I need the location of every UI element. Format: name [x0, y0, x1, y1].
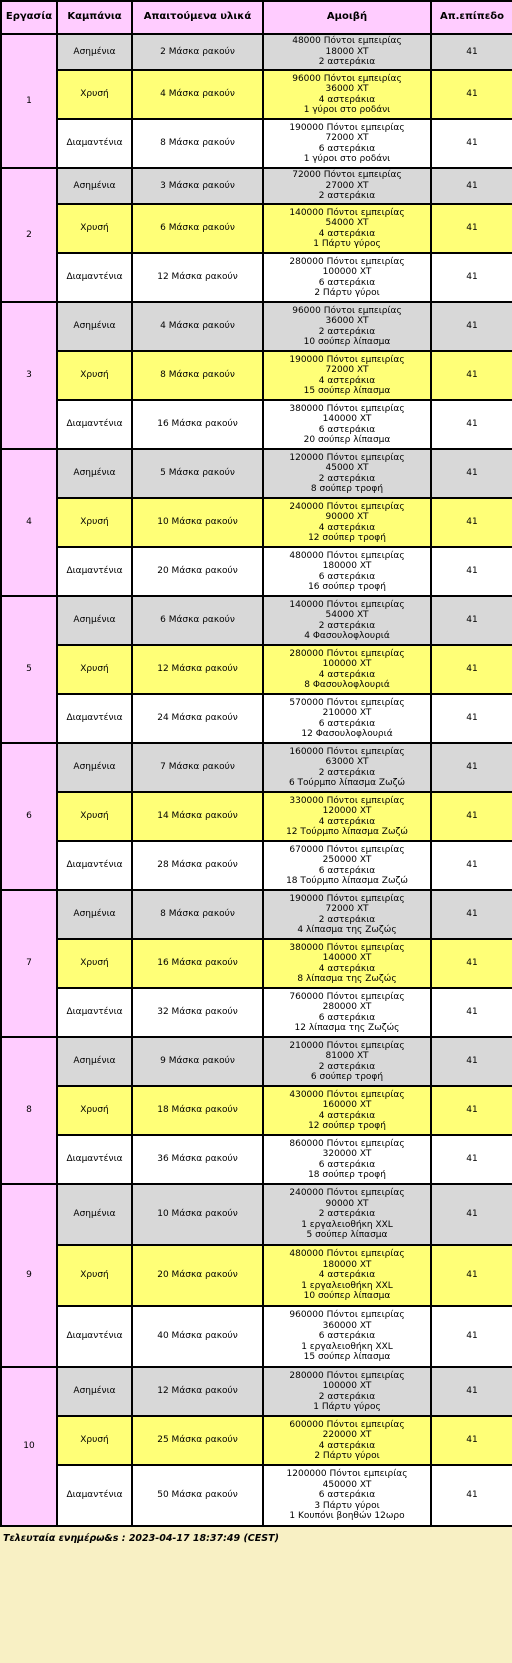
reward-line: 180000 XT [322, 561, 372, 571]
campaign-cell: Χρυσή [57, 204, 132, 253]
level-cell: 41 [431, 1416, 512, 1465]
table-row [1, 1416, 512, 1465]
table-row [1, 351, 512, 400]
campaign-cell: Ασημένια [57, 34, 132, 70]
campaign-cell: Χρυσή [57, 792, 132, 841]
campaign-cell: Ασημένια [57, 596, 132, 645]
reward-line: 4 λίπασμα της Ζωζώς [297, 925, 397, 935]
reward-line: 27000 XT [325, 180, 369, 191]
reward-line: 15 σούπερ λίπασμα [303, 1352, 391, 1363]
reward-line: 2 αστεράκια [318, 620, 376, 631]
reward-cell [263, 939, 431, 988]
materials-cell: 6 Μάσκα ρακούν [132, 596, 263, 645]
campaign-cell: Χρυσή [57, 1245, 132, 1306]
task-number: 8 [1, 1037, 57, 1184]
level-cell: 41 [431, 743, 512, 792]
reward-line: 72000 Πόντοι εμπειρίας [292, 170, 402, 181]
table-row [1, 1086, 512, 1135]
table-row [1, 1037, 512, 1086]
campaign-cell: Χρυσή [57, 939, 132, 988]
reward-line: 120000 Πόντοι εμπειρίας [289, 452, 405, 463]
reward-line: 2 αστεράκια [318, 914, 376, 925]
reward-line: 4 αστεράκια [318, 228, 376, 239]
table-row [1, 1367, 512, 1416]
reward-line: 8 σούπερ τροφή [310, 484, 384, 494]
table-row [1, 547, 512, 596]
materials-cell: 3 Μάσκα ρακούν [132, 168, 263, 204]
reward-line: 2 Πάρτυ γύροι [314, 288, 380, 298]
reward-line: 120000 XT [322, 806, 372, 816]
campaign-cell: Ασημένια [57, 168, 132, 204]
materials-cell: 20 Μάσκα ρακούν [132, 547, 263, 596]
level-cell: 41 [431, 1465, 512, 1526]
reward-line: 12 σούπερ τροφή [308, 1121, 386, 1131]
table-row [1, 253, 512, 302]
level-cell: 41 [431, 449, 512, 498]
reward-line: 90000 XT [325, 1198, 369, 1209]
reward-line: 2 αστεράκια [318, 767, 376, 778]
level-cell: 41 [431, 351, 512, 400]
reward-line: 72000 XT [325, 904, 369, 914]
reward-line: 6 αστεράκια [318, 1012, 376, 1023]
materials-cell: 10 Μάσκα ρακούν [132, 498, 263, 547]
reward-line: 570000 Πόντοι εμπειρίας [289, 697, 405, 708]
reward-cell [263, 841, 431, 890]
reward-line: 2 αστεράκια [318, 57, 376, 68]
reward-line: 4 αστεράκια [318, 816, 376, 827]
reward-cell [263, 351, 431, 400]
table-row [1, 498, 512, 547]
reward-cell [263, 890, 431, 939]
materials-cell: 25 Μάσκα ρακούν [132, 1416, 263, 1465]
reward-line: 6 σούπερ τροφή [310, 1072, 384, 1082]
reward-line: 12 Τούρμπο λίπασμα Ζωζώ [286, 827, 408, 837]
reward-line: 16 σούπερ τροφή [308, 582, 386, 592]
reward-line: 4 αστεράκια [318, 94, 376, 105]
materials-cell: 32 Μάσκα ρακούν [132, 988, 263, 1037]
table-row [1, 34, 512, 70]
reward-line: 1 εργαλειοθήκη XXL [301, 1219, 393, 1230]
reward-cell [263, 119, 431, 168]
level-cell: 41 [431, 168, 512, 204]
reward-line: 1 Πάρτυ γύρος [313, 1402, 381, 1412]
reward-line: 1 Κουπόνι βοηθών 12ωρο [289, 1511, 405, 1522]
campaign-cell: Διαμαντένια [57, 400, 132, 449]
task-number: 3 [1, 302, 57, 449]
reward-line: 15 σούπερ λίπασμα [303, 386, 391, 396]
level-cell: 41 [431, 1245, 512, 1306]
task-number: 6 [1, 743, 57, 890]
reward-line: 81000 XT [325, 1051, 369, 1061]
reward-cell [263, 1037, 431, 1086]
level-cell: 41 [431, 204, 512, 253]
level-cell: 41 [431, 939, 512, 988]
reward-line: 2 αστεράκια [318, 473, 376, 484]
level-cell: 41 [431, 400, 512, 449]
table-row [1, 792, 512, 841]
level-cell: 41 [431, 1037, 512, 1086]
reward-cell [263, 449, 431, 498]
table-row [1, 119, 512, 168]
table-row [1, 1306, 512, 1367]
reward-line: 4 Φασουλοφλουριά [304, 631, 390, 641]
table-row [1, 204, 512, 253]
level-cell: 41 [431, 1184, 512, 1245]
reward-line: 2 αστεράκια [318, 1209, 376, 1220]
reward-line: 280000 XT [322, 1002, 372, 1012]
header-campaign: Καμπάνια [57, 1, 132, 34]
reward-cell [263, 694, 431, 743]
table-row [1, 449, 512, 498]
materials-cell: 8 Μάσκα ρακούν [132, 890, 263, 939]
level-cell: 41 [431, 119, 512, 168]
header-materials: Απαιτούμενα υλικά [132, 1, 263, 34]
level-cell: 41 [431, 792, 512, 841]
reward-line: 360000 XT [322, 1320, 372, 1331]
reward-line: 160000 Πόντοι εμπειρίας [289, 746, 405, 757]
materials-cell: 18 Μάσκα ρακούν [132, 1086, 263, 1135]
header-task: Εργασία [1, 1, 57, 34]
campaign-cell: Διαμαντένια [57, 1135, 132, 1184]
materials-cell: 4 Μάσκα ρακούν [132, 70, 263, 119]
task-number: 2 [1, 168, 57, 302]
campaign-cell: Ασημένια [57, 449, 132, 498]
reward-line: 3 Πάρτυ γύροι [314, 1500, 380, 1511]
campaign-cell: Διαμαντένια [57, 988, 132, 1037]
materials-cell: 12 Μάσκα ρακούν [132, 645, 263, 694]
reward-line: 140000 Πόντοι εμπειρίας [289, 207, 405, 218]
reward-line: 760000 Πόντοι εμπειρίας [289, 991, 405, 1002]
reward-line: 6 αστεράκια [318, 1331, 376, 1342]
header-row [1, 1, 512, 34]
campaign-cell: Χρυσή [57, 70, 132, 119]
materials-cell: 7 Μάσκα ρακούν [132, 743, 263, 792]
task-number: 10 [1, 1367, 57, 1526]
reward-cell [263, 596, 431, 645]
reward-line: 190000 Πόντοι εμπειρίας [289, 122, 405, 133]
table-row [1, 168, 512, 204]
reward-line: 6 αστεράκια [318, 1490, 376, 1501]
level-cell: 41 [431, 498, 512, 547]
reward-cell [263, 34, 431, 70]
reward-cell [263, 743, 431, 792]
campaign-cell: Χρυσή [57, 645, 132, 694]
reward-line: 100000 XT [322, 1381, 372, 1391]
reward-line: 670000 Πόντοι εμπειρίας [289, 844, 405, 855]
table-row [1, 596, 512, 645]
reward-line: 860000 Πόντοι εμπειρίας [289, 1138, 405, 1149]
table-row [1, 890, 512, 939]
level-cell: 41 [431, 70, 512, 119]
campaign-cell: Ασημένια [57, 743, 132, 792]
campaign-cell: Ασημένια [57, 1184, 132, 1245]
campaign-cell: Ασημένια [57, 1367, 132, 1416]
table-row [1, 70, 512, 119]
reward-line: 4 αστεράκια [318, 1110, 376, 1121]
reward-line: 2 Πάρτυ γύροι [314, 1451, 380, 1461]
reward-line: 4 αστεράκια [318, 522, 376, 533]
reward-line: 100000 XT [322, 267, 372, 277]
table-row [1, 1465, 512, 1526]
table-row [1, 939, 512, 988]
reward-line: 6 αστεράκια [318, 277, 376, 288]
materials-cell: 8 Μάσκα ρακούν [132, 119, 263, 168]
materials-cell: 14 Μάσκα ρακούν [132, 792, 263, 841]
campaign-cell: Ασημένια [57, 302, 132, 351]
reward-line: 1 γύροι στο ροδάνι [303, 105, 391, 115]
reward-line: 4 αστεράκια [318, 963, 376, 974]
reward-line: 12 σούπερ τροφή [308, 533, 386, 543]
campaign-cell: Διαμαντένια [57, 253, 132, 302]
reward-line: 36000 XT [325, 316, 369, 326]
materials-cell: 36 Μάσκα ρακούν [132, 1135, 263, 1184]
reward-cell [263, 204, 431, 253]
reward-line: 6 αστεράκια [318, 865, 376, 876]
reward-line: 380000 Πόντοι εμπειρίας [289, 403, 405, 414]
level-cell: 41 [431, 1367, 512, 1416]
reward-cell [263, 168, 431, 204]
campaign-cell: Διαμαντένια [57, 547, 132, 596]
materials-cell: 8 Μάσκα ρακούν [132, 351, 263, 400]
reward-cell [263, 1465, 431, 1526]
reward-line: 72000 XT [325, 365, 369, 375]
reward-line: 72000 XT [325, 133, 369, 143]
task-number: 9 [1, 1184, 57, 1367]
reward-line: 320000 XT [322, 1149, 372, 1159]
reward-cell [263, 547, 431, 596]
materials-cell: 50 Μάσκα ρακούν [132, 1465, 263, 1526]
reward-cell [263, 1135, 431, 1184]
header-reward: Αμοιβή [263, 1, 431, 34]
reward-line: 600000 Πόντοι εμπειρίας [289, 1419, 405, 1430]
reward-cell [263, 498, 431, 547]
reward-line: 450000 XT [322, 1479, 372, 1490]
task-number: 1 [1, 34, 57, 168]
materials-cell: 16 Μάσκα ρακούν [132, 939, 263, 988]
reward-line: 10 σούπερ λίπασμα [303, 1291, 391, 1302]
reward-line: 12 Φασουλοφλουριά [301, 729, 393, 739]
level-cell: 41 [431, 1086, 512, 1135]
level-cell: 41 [431, 694, 512, 743]
level-cell: 41 [431, 988, 512, 1037]
reward-line: 140000 XT [322, 414, 372, 424]
reward-line: 180000 XT [322, 1259, 372, 1270]
header-level: Απ.επίπεδο [431, 1, 512, 34]
materials-cell: 20 Μάσκα ρακούν [132, 1245, 263, 1306]
task-number: 5 [1, 596, 57, 743]
reward-line: 6 αστεράκια [318, 143, 376, 154]
reward-line: 18000 XT [325, 46, 369, 57]
table-row [1, 645, 512, 694]
reward-line: 280000 Πόντοι εμπειρίας [289, 648, 405, 659]
campaign-cell: Διαμαντένια [57, 119, 132, 168]
reward-cell [263, 792, 431, 841]
reward-line: 45000 XT [325, 463, 369, 473]
level-cell: 41 [431, 841, 512, 890]
reward-line: 48000 Πόντοι εμπειρίας [292, 36, 402, 47]
reward-line: 10 σούπερ λίπασμα [303, 337, 391, 347]
reward-line: 96000 Πόντοι εμπειρίας [292, 305, 402, 316]
reward-line: 240000 Πόντοι εμπειρίας [289, 501, 405, 512]
reward-cell [263, 645, 431, 694]
task-number: 4 [1, 449, 57, 596]
reward-line: 6 αστεράκια [318, 424, 376, 435]
reward-line: 480000 Πόντοι εμπειρίας [289, 1249, 405, 1260]
reward-line: 190000 Πόντοι εμπειρίας [289, 893, 405, 904]
reward-cell [263, 1367, 431, 1416]
materials-cell: 28 Μάσκα ρακούν [132, 841, 263, 890]
reward-line: 210000 XT [322, 708, 372, 718]
reward-line: 2 αστεράκια [318, 1391, 376, 1402]
materials-cell: 24 Μάσκα ρακούν [132, 694, 263, 743]
reward-cell [263, 1416, 431, 1465]
materials-cell: 12 Μάσκα ρακούν [132, 253, 263, 302]
materials-cell: 6 Μάσκα ρακούν [132, 204, 263, 253]
campaign-cell: Ασημένια [57, 890, 132, 939]
reward-line: 2 αστεράκια [318, 326, 376, 337]
level-cell: 41 [431, 1306, 512, 1367]
reward-line: 430000 Πόντοι εμπειρίας [289, 1089, 405, 1100]
reward-line: 90000 XT [325, 512, 369, 522]
campaign-cell: Ασημένια [57, 1037, 132, 1086]
table-row [1, 841, 512, 890]
reward-line: 1 εργαλειοθήκη XXL [301, 1341, 393, 1352]
reward-line: 6 Τούρμπο λίπασμα Ζωζώ [288, 778, 406, 788]
reward-line: 190000 Πόντοι εμπειρίας [289, 354, 405, 365]
table-row [1, 1245, 512, 1306]
reward-line: 160000 XT [322, 1100, 372, 1110]
reward-line: 480000 Πόντοι εμπειρίας [289, 550, 405, 561]
reward-cell [263, 1086, 431, 1135]
level-cell: 41 [431, 34, 512, 70]
reward-line: 280000 Πόντοι εμπειρίας [289, 256, 405, 267]
materials-cell: 9 Μάσκα ρακούν [132, 1037, 263, 1086]
reward-line: 100000 XT [322, 659, 372, 669]
reward-line: 960000 Πόντοι εμπειρίας [289, 1310, 405, 1321]
campaign-cell: Χρυσή [57, 351, 132, 400]
reward-line: 6 αστεράκια [318, 1159, 376, 1170]
materials-cell: 10 Μάσκα ρακούν [132, 1184, 263, 1245]
reward-line: 20 σούπερ λίπασμα [303, 435, 391, 445]
reward-line: 1 εργαλειοθήκη XXL [301, 1280, 393, 1291]
table-row [1, 988, 512, 1037]
campaign-cell: Διαμαντένια [57, 1306, 132, 1367]
reward-line: 4 αστεράκια [318, 1440, 376, 1451]
reward-line: 2 αστεράκια [318, 191, 376, 202]
reward-line: 380000 Πόντοι εμπειρίας [289, 942, 405, 953]
reward-line: 8 λίπασμα της Ζωζώς [297, 974, 397, 984]
table-row [1, 400, 512, 449]
table-row [1, 1184, 512, 1245]
reward-line: 54000 XT [325, 218, 369, 228]
campaign-cell: Χρυσή [57, 1416, 132, 1465]
reward-line: 330000 Πόντοι εμπειρίας [289, 795, 405, 806]
reward-line: 6 αστεράκια [318, 718, 376, 729]
reward-line: 220000 XT [322, 1430, 372, 1440]
reward-line: 240000 Πόντοι εμπειρίας [289, 1188, 405, 1199]
materials-cell: 12 Μάσκα ρακούν [132, 1367, 263, 1416]
table-row [1, 694, 512, 743]
last-updated-footer: Τελευταία ενημέρω&s : 2023-04-17 18:37:49 (CEST) [3, 1533, 279, 1544]
quest-table-body [1, 34, 512, 1526]
table-row [1, 743, 512, 792]
reward-cell [263, 400, 431, 449]
reward-cell [263, 1245, 431, 1306]
reward-line: 6 αστεράκια [318, 571, 376, 582]
reward-line: 280000 Πόντοι εμπειρίας [289, 1370, 405, 1381]
reward-line: 18 σούπερ τροφή [308, 1170, 386, 1180]
reward-cell [263, 988, 431, 1037]
campaign-cell: Διαμαντένια [57, 1465, 132, 1526]
level-cell: 41 [431, 890, 512, 939]
table-row [1, 302, 512, 351]
level-cell: 41 [431, 1135, 512, 1184]
reward-line: 36000 XT [325, 84, 369, 94]
reward-line: 4 αστεράκια [318, 375, 376, 386]
materials-cell: 5 Μάσκα ρακούν [132, 449, 263, 498]
reward-line: 1 Πάρτυ γύρος [313, 239, 381, 249]
campaign-cell: Διαμαντένια [57, 841, 132, 890]
reward-line: 210000 Πόντοι εμπειρίας [289, 1040, 405, 1051]
campaign-cell: Διαμαντένια [57, 694, 132, 743]
table-row [1, 1135, 512, 1184]
reward-line: 2 αστεράκια [318, 1061, 376, 1072]
reward-line: 140000 Πόντοι εμπειρίας [289, 599, 405, 610]
task-number: 7 [1, 890, 57, 1037]
materials-cell: 40 Μάσκα ρακούν [132, 1306, 263, 1367]
reward-cell [263, 1306, 431, 1367]
reward-cell [263, 1184, 431, 1245]
reward-line: 63000 XT [325, 757, 369, 767]
reward-line: 54000 XT [325, 610, 369, 620]
reward-cell [263, 253, 431, 302]
reward-cell [263, 70, 431, 119]
materials-cell: 16 Μάσκα ρακούν [132, 400, 263, 449]
materials-cell: 2 Μάσκα ρακούν [132, 34, 263, 70]
campaign-cell: Χρυσή [57, 1086, 132, 1135]
reward-line: 1200000 Πόντοι εμπειρίας [286, 1469, 408, 1480]
level-cell: 41 [431, 596, 512, 645]
campaign-cell: Χρυσή [57, 498, 132, 547]
reward-line: 250000 XT [322, 855, 372, 865]
reward-cell [263, 302, 431, 351]
level-cell: 41 [431, 547, 512, 596]
reward-line: 8 Φασουλοφλουριά [304, 680, 390, 690]
reward-line: 4 αστεράκια [318, 1270, 376, 1281]
reward-line: 96000 Πόντοι εμπειρίας [292, 73, 402, 84]
level-cell: 41 [431, 253, 512, 302]
reward-line: 5 σούπερ λίπασμα [306, 1230, 388, 1241]
reward-line: 12 λίπασμα της Ζωζώς [294, 1023, 400, 1033]
materials-cell: 4 Μάσκα ρακούν [132, 302, 263, 351]
reward-line: 4 αστεράκια [318, 669, 376, 680]
level-cell: 41 [431, 645, 512, 694]
reward-line: 18 Τούρμπο λίπασμα Ζωζώ [286, 876, 408, 886]
reward-line: 140000 XT [322, 953, 372, 963]
reward-line: 1 γύροι στο ροδάνι [303, 154, 391, 164]
level-cell: 41 [431, 302, 512, 351]
